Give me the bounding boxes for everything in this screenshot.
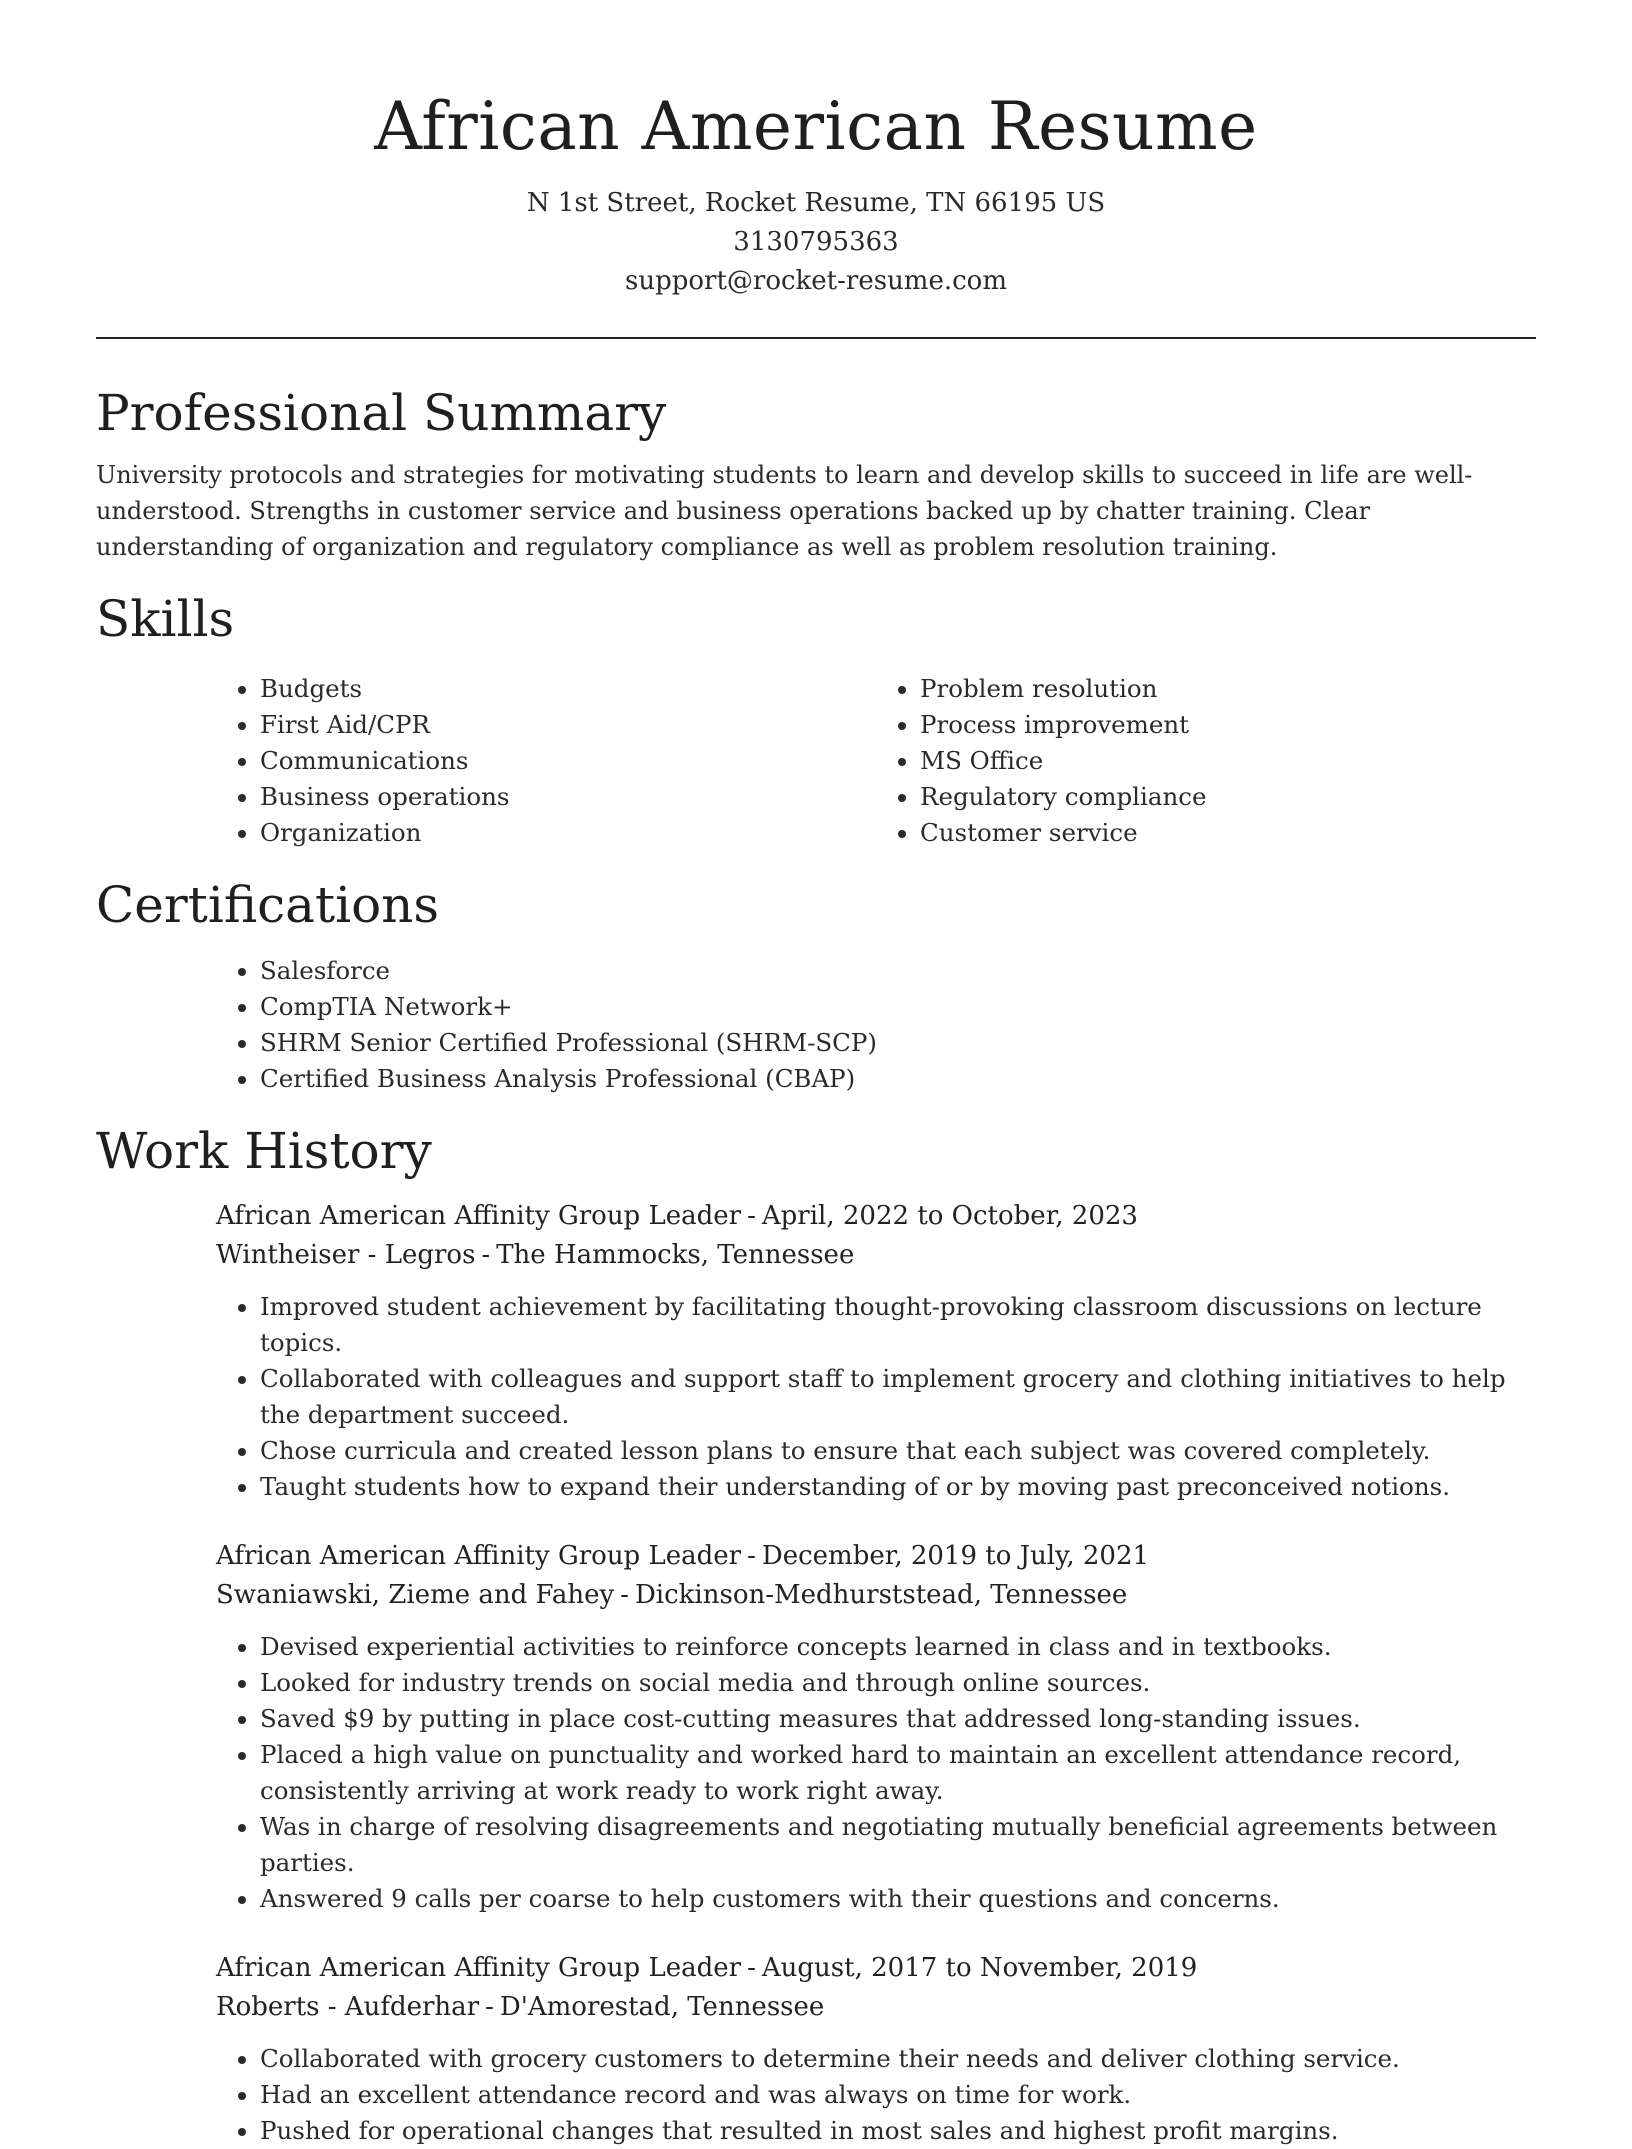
address: N 1st Street, Rocket Resume, TN 66195 US: [526, 188, 1106, 218]
skill-item: • Business operations: [260, 779, 876, 815]
job-entry: [216, 1949, 1536, 2149]
job-bullet: • Looked for industry trends on social media and through online sources.: [260, 1665, 1536, 1701]
summary-heading: Professional Summary: [96, 384, 667, 442]
certifications-heading: Certifications: [96, 876, 440, 934]
job-bullets: [216, 1289, 1536, 1505]
candidate-name: African American Resume: [374, 88, 1258, 165]
job-location: The Hammocks, Tennessee: [496, 1240, 855, 1270]
job-bullet: • Placed a high value on punctuality and worked hard to maintain an excellent attendance record, consistently arriving at work ready to work right away.: [260, 1737, 1536, 1809]
skills-heading: Skills: [96, 590, 235, 648]
job-title-line: African American Affinity Group Leader - August, 2017 to November, 2019: [216, 1953, 1198, 1983]
job-title-line: African American Affinity Group Leader - December, 2019 to July, 2021: [216, 1541, 1150, 1571]
work-history-heading: Work History: [96, 1122, 432, 1180]
email-address: support@rocket-resume.com: [624, 266, 1007, 296]
certifications-list: [216, 953, 1536, 1097]
skill-item: • MS Office: [920, 743, 1536, 779]
skill-item: • Process improvement: [920, 707, 1536, 743]
job-location: D'Amorestad, Tennessee: [499, 1992, 825, 2022]
job-bullet: • Answered 9 calls per coarse to help customers with their questions and concerns.: [260, 1881, 1536, 1917]
job-bullet: • Saved $9 by putting in place cost-cutting measures that addressed long-standing issues.: [260, 1701, 1536, 1737]
job-company-line: Roberts - Aufderhar - D'Amorestad, Tennessee: [216, 1992, 825, 2022]
skill-item: • Customer service: [920, 815, 1536, 851]
skills-column-1: [216, 671, 876, 851]
job-company-line: Swaniawski, Zieme and Fahey - Dickinson-Medhurststead, Tennessee: [216, 1580, 1128, 1610]
skills-section: [96, 587, 1536, 851]
job-company-line: Wintheiser - Legros - The Hammocks, Tennessee: [216, 1240, 855, 1270]
skill-item: • Budgets: [260, 671, 876, 707]
job-bullets: [216, 1629, 1536, 1917]
job-entry: [216, 1197, 1536, 1505]
job-bullet: • Pushed for operational changes that resulted in most sales and highest profit margins.: [260, 2113, 1536, 2149]
job-bullet: • Had an excellent attendance record and was always on time for work.: [260, 2077, 1536, 2113]
job-bullet: • Chose curricula and created lesson plans to ensure that each subject was covered completely.: [260, 1433, 1536, 1469]
skill-item: • Organization: [260, 815, 876, 851]
certifications-section: [96, 873, 1536, 1097]
job-bullet: • Devised experiential activities to reinforce concepts learned in class and in textbooks.: [260, 1629, 1536, 1665]
job-title: African American Affinity Group Leader: [216, 1201, 742, 1231]
job-entry: [216, 1537, 1536, 1917]
header-divider: [96, 337, 1536, 339]
job-dates: April, 2022 to October, 2023: [761, 1201, 1138, 1231]
job-title: African American Affinity Group Leader: [216, 1541, 742, 1571]
job-dates: August, 2017 to November, 2019: [761, 1953, 1198, 1983]
job-bullet: • Collaborated with colleagues and support staff to implement grocery and clothing initiatives to help the department succeed.: [260, 1361, 1536, 1433]
job-location: Dickinson-Medhurststead, Tennessee: [634, 1580, 1128, 1610]
job-bullet: • Collaborated with grocery customers to determine their needs and deliver clothing service.: [260, 2041, 1536, 2077]
skill-item: • Problem resolution: [920, 671, 1536, 707]
job-company: Roberts - Aufderhar: [216, 1992, 480, 2022]
summary-section: [96, 381, 1536, 565]
job-bullet: • Improved student achievement by facilitating thought-provoking classroom discussions on lecture topics.: [260, 1289, 1536, 1361]
resume-header: [96, 0, 1536, 301]
job-company: Swaniawski, Zieme and Fahey: [216, 1580, 615, 1610]
job-bullet: • Taught students how to expand their understanding of or by moving past preconceived notions.: [260, 1469, 1536, 1505]
skill-item: • First Aid/CPR: [260, 707, 876, 743]
phone-number: 3130795363: [733, 227, 899, 257]
skills-list: [216, 671, 1536, 851]
resume-page: [96, 0, 1536, 2149]
work-history-section: [96, 1119, 1536, 2149]
job-title: African American Affinity Group Leader: [216, 1953, 742, 1983]
job-company: Wintheiser - Legros: [216, 1240, 476, 1270]
job-bullet: • Was in charge of resolving disagreements and negotiating mutually beneficial agreements between parties.: [260, 1809, 1536, 1881]
certification-item: • SHRM Senior Certified Professional (SHRM-SCP): [260, 1025, 1536, 1061]
certification-item: • Certified Business Analysis Professional (CBAP): [260, 1061, 1536, 1097]
skill-item: • Regulatory compliance: [920, 779, 1536, 815]
job-dates: December, 2019 to July, 2021: [761, 1541, 1150, 1571]
certification-item: • CompTIA Network+: [260, 989, 1536, 1025]
summary-text: University protocols and strategies for motivating students to learn and develop skills to succeed in life are well-understood. Strengths in customer service and business operations backed up by chatter training. Clear understanding of organization and regulatory compliance as well as problem resolution training.: [96, 461, 1473, 561]
skill-item: • Communications: [260, 743, 876, 779]
contact-info: [96, 184, 1536, 301]
certification-item: • Salesforce: [260, 953, 1536, 989]
job-bullets: [216, 2041, 1536, 2149]
skills-column-2: [876, 671, 1536, 851]
job-title-line: African American Affinity Group Leader - April, 2022 to October, 2023: [216, 1201, 1138, 1231]
